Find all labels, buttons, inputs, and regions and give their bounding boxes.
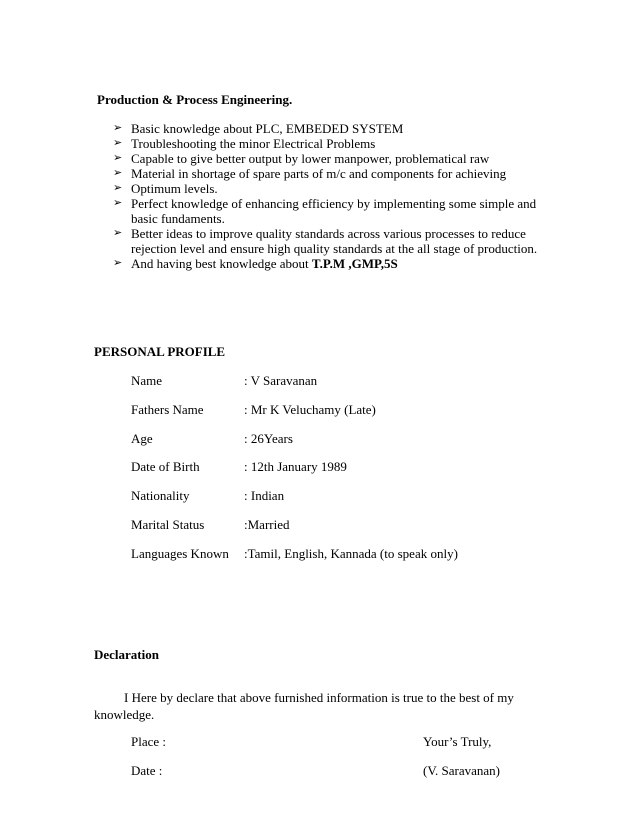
declaration-title: Declaration bbox=[94, 647, 159, 662]
profile-value: : 12th January 1989 bbox=[244, 459, 347, 474]
bullet-text bbox=[131, 166, 506, 181]
profile-value: :Tamil, English, Kannada (to speak only) bbox=[244, 546, 458, 561]
profile-label: Name bbox=[131, 373, 163, 388]
profile-value: : Indian bbox=[244, 488, 285, 503]
bullet-text bbox=[131, 181, 218, 196]
arrow-bullet-icon: ➢ bbox=[113, 137, 123, 149]
arrow-bullet-icon: ➢ bbox=[113, 197, 123, 209]
bullet-bold-text: T.P.M ,GMP,5S bbox=[311, 256, 398, 271]
arrow-bullet-icon: ➢ bbox=[113, 167, 123, 179]
bullet-line: And having best knowledge about bbox=[131, 256, 312, 271]
arrow-bullet-icon: ➢ bbox=[113, 152, 123, 164]
profile-label: Marital Status bbox=[131, 517, 205, 532]
bullet-line: Basic knowledge about PLC, EMBEDED SYSTEM bbox=[131, 121, 404, 136]
bullet-text bbox=[131, 211, 225, 226]
bullet-line: Material in shortage of spare parts of m/c and components for achieving bbox=[131, 166, 507, 181]
place-label: Place : bbox=[131, 734, 167, 749]
bullet-text bbox=[131, 196, 536, 211]
bullet-line: basic fundaments. bbox=[131, 211, 225, 226]
arrow-bullet-icon: ➢ bbox=[113, 257, 123, 269]
profile-label: Languages Known bbox=[131, 546, 229, 561]
bullet-text bbox=[131, 241, 537, 256]
signature-text: (V. Saravanan) bbox=[423, 763, 501, 778]
profile-label: Nationality bbox=[131, 488, 190, 503]
bullet-line: rejection level and ensure high quality standards at the all stage of production. bbox=[131, 241, 538, 256]
profile-label: Age bbox=[131, 431, 153, 446]
arrow-bullet-icon: ➢ bbox=[113, 227, 123, 239]
declaration-text: I Here by declare that above furnished information is true to the best of my knowledge. bbox=[94, 690, 514, 722]
bullet-text bbox=[131, 136, 375, 151]
profile-label: Fathers Name bbox=[131, 402, 204, 417]
bullet-line: Perfect knowledge of enhancing efficiency by implementing some simple and bbox=[131, 196, 537, 211]
profile-value: : 26Years bbox=[244, 431, 293, 446]
experience-title: Production & Process Engineering. bbox=[97, 92, 293, 107]
bullet-text bbox=[131, 121, 403, 136]
bullet-line: Troubleshooting the minor Electrical Problems bbox=[131, 136, 376, 151]
bullet-text bbox=[131, 256, 398, 271]
profile-value: : Mr K Veluchamy (Late) bbox=[244, 402, 376, 417]
profile-title: PERSONAL PROFILE bbox=[94, 344, 226, 359]
bullet-text bbox=[131, 151, 489, 166]
bullet-line: Capable to give better output by lower manpower, problematical raw bbox=[131, 151, 490, 166]
date-label: Date : bbox=[131, 763, 163, 778]
bullet-line: Better ideas to improve quality standards across various processes to reduce bbox=[131, 226, 526, 241]
bullet-line: Optimum levels. bbox=[131, 181, 218, 196]
profile-value: :Married bbox=[244, 517, 290, 532]
closing-text: Your’s Truly, bbox=[423, 734, 492, 749]
profile-label: Date of Birth bbox=[131, 459, 200, 474]
bullet-text bbox=[131, 226, 526, 241]
profile-value: : V Saravanan bbox=[244, 373, 318, 388]
arrow-bullet-icon: ➢ bbox=[113, 182, 123, 194]
arrow-bullet-icon: ➢ bbox=[113, 122, 123, 134]
